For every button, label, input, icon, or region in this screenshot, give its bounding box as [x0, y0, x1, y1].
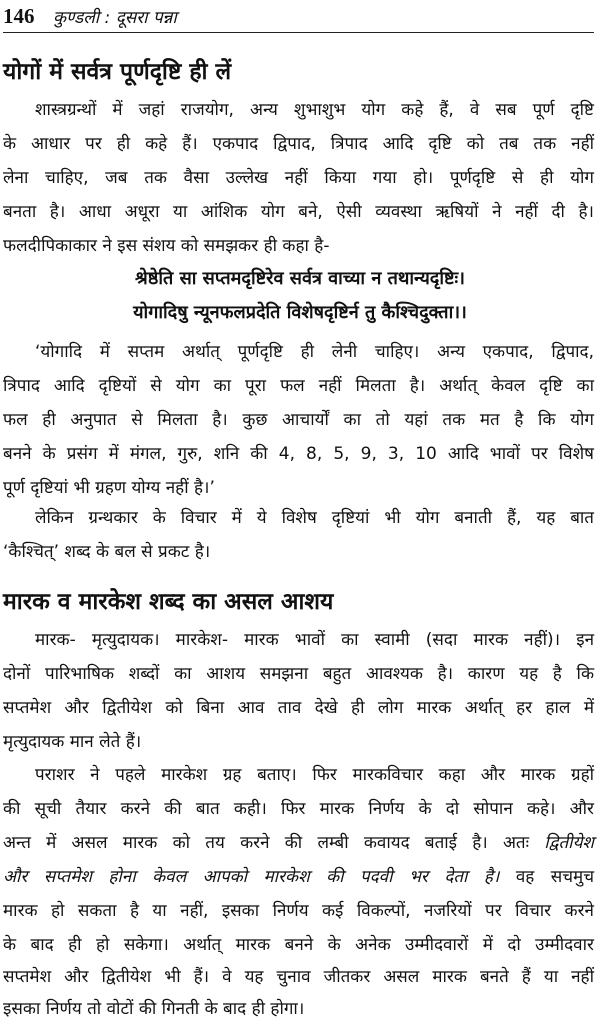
paragraph-line: पूर्ण दृष्टियां भी ग्रहण योग्य नहीं है।’ [3, 478, 215, 498]
plain-text: वह सचमुच [515, 867, 595, 887]
paragraph-line: ‘योगादि में सप्तम अर्थात् पूर्णदृष्टि ही लेनी चाहिए। अन्य एकपाद, द्विपाद, [35, 342, 594, 362]
paragraph-line: लेना चाहिए, जब तक वैसा उल्लेख नहीं किया गया हो। पूर्णदृष्टि से ही योग [3, 168, 594, 188]
paragraph-line: के बाद ही हो सकेगा। अर्थात् मारक बनने के अनेक उम्मीदवारों में दो उम्मीदवार [3, 935, 594, 955]
paragraph-line: फल ही अनुपात से मिलता है। कुछ आचार्यों का तो यहां तक मत है कि योग [3, 410, 594, 430]
book-title: कुण्डली : दूसरा पन्ना [53, 8, 177, 28]
paragraph-line: के आधार पर ही कहे हैं। एकपाद द्विपाद, त्रिपाद आदि दृष्टि को तब तक नहीं [3, 134, 594, 154]
paragraph-line: पराशर ने पहले मारकेश ग्रह बताए। फिर मारकविचार कहा और मारक ग्रहों [35, 765, 594, 785]
running-head [3, 4, 594, 33]
paragraph-line: फलदीपिकाकार ने इस संशय को समझकर ही कहा है- [3, 236, 330, 256]
paragraph-line [3, 864, 594, 887]
paragraph-line: मृत्युदायक मान लेते हैं। [3, 732, 142, 752]
paragraph-line: मारक हो सकता है या नहीं, इसका निर्णय कई विकल्पों, नजरियों पर विचार करने [3, 901, 594, 921]
paragraph-line: त्रिपाद आदि दृष्टियों से योग का पूरा फल नहीं मिलता है। अर्थात् केवल दृष्टि का [3, 376, 594, 396]
paragraph-line: शास्त्रग्रन्थों में जहां राजयोग, अन्य शुभाशुभ योग कहे हैं, वे सब पूर्ण दृष्टि [35, 100, 594, 120]
page-number: 146 [3, 4, 35, 28]
paragraph-line: सप्तमेश और द्वितीयेश को बिना आव ताव देखे ही लोग मारक अर्थात् हर हाल में [3, 698, 594, 718]
paragraph-line: लेकिन ग्रन्थकार के विचार में ये विशेष दृष्टियां भी योग बनाती हैं, यह बात [35, 508, 594, 528]
section-heading: योगों में सर्वत्र पूर्णदृष्टि ही लें [3, 59, 232, 85]
emphasized-text: द्वितीयेश [544, 833, 594, 853]
paragraph-line: की सूची तैयार करने की बात कही। फिर मारक निर्णय के दो सोपान कहे। और [3, 799, 594, 819]
paragraph-line [3, 830, 594, 853]
paragraph-line: दोनों पारिभाषिक शब्दों का आशय समझना बहुत आवश्यक है। कारण यह है कि [3, 664, 594, 684]
section-heading: मारक व मारकेश शब्द का असल आशय [3, 589, 334, 615]
paragraph-line: बनता है। आधा अधूरा या आंशिक योग बने, ऐसी व्यवस्था ऋषियों ने नहीं दी है। [3, 202, 594, 222]
emphasized-text: और सप्तमेश होना केवल आपको मारकेश की पदवी भर देता है। [3, 867, 500, 887]
paragraph-line: सप्तमेश और द्वितीयेश भी हैं। वे यह चुनाव जीतकर असल मारक बनते हैं या नहीं [3, 967, 594, 987]
paragraph-line: ‘कैश्चित्’ शब्द के बल से प्रकट है। [3, 542, 211, 562]
paragraph-line: इसका निर्णय तो वोटों की गिनती के बाद ही होगा। [3, 999, 305, 1019]
plain-text: अन्त में असल मारक को तय करने की लम्बी कवायद बताई है। अतः [3, 833, 530, 853]
sanskrit-verse-line: श्रेष्ठेति सा सप्तमदृष्टिरेव सर्वत्र वाच्या न तथान्यदृष्टिः। [135, 268, 465, 289]
paragraph-line: मारक- मृत्युदायक। मारकेश- मारक भावों का स्वामी (सदा मारक नहीं)। इन [35, 630, 594, 650]
sanskrit-verse-line: योगादिषु न्यूनफलप्रदेति विशेषदृष्टिर्न तु कैश्चिदुक्ता।। [133, 302, 467, 323]
paragraph-line: बनने के प्रसंग में मंगल, गुरु, शनि की 4, 8, 5, 9, 3, 10 आदि भावों पर विशेष [3, 444, 594, 464]
